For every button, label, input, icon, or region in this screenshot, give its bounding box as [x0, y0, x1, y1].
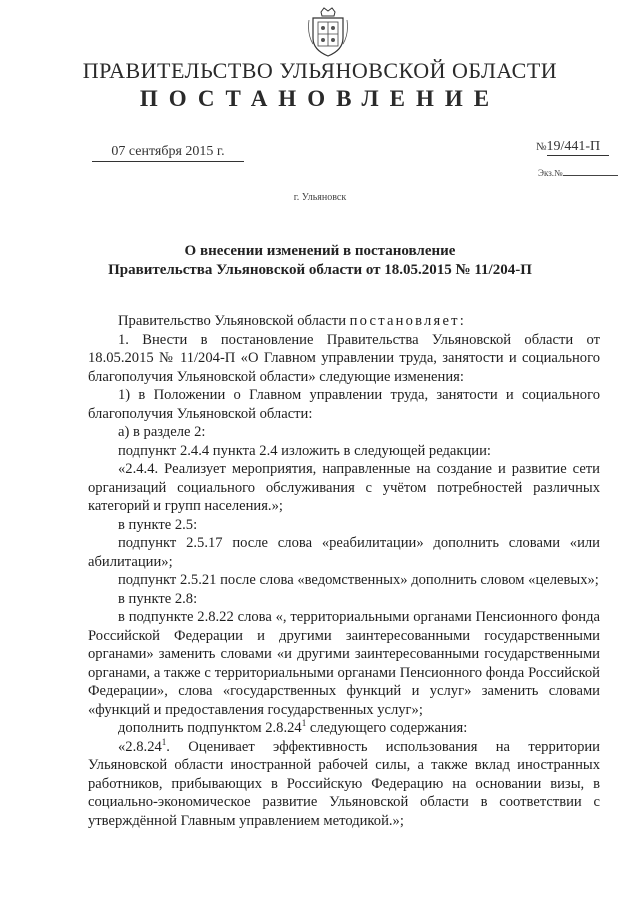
preamble-text: Правительство Ульяновской области: [118, 313, 350, 329]
paragraph: [88, 738, 600, 831]
title-line-2: Правительства Ульяновской области от 18.05.2015 № 11/204-П: [108, 262, 532, 278]
copy-number-label: Экз.№: [538, 168, 563, 178]
document-body: [88, 312, 600, 830]
document-number: [536, 139, 609, 156]
superscript: 1: [301, 718, 307, 729]
paragraph: 1. Внести в постановление Правительства Ульяновской области от 18.05.2015 № 11/204-П «О Главном управлении труда, занятости и социального благополучия Ульяновской области» следующие изменения:: [88, 331, 600, 385]
paragraph: а) в разделе 2:: [118, 424, 206, 440]
paragraph: 1) в Положении о Главном управлении труда, занятости и социального благополучия Ульяновской области:: [88, 387, 600, 422]
text: дополнить подпунктом 2.8.24: [118, 720, 302, 736]
title-line-1: О внесении изменений в постановление: [184, 243, 456, 259]
paragraph: в подпункте 2.8.22 слова «, территориальными органами Пенсионного фонда Российской Федерации и другими заинтересованными государственными органами» заменить словами «и другими заинтересованными государственными органами, а также с территориальными органами Пенсионного фонда Российской Федерации», слова «государственных функций и услуг» заменить словами «функций и предоставления государственных услуг»;: [88, 609, 600, 718]
text: . Оценивает эффективность использования на территории Ульяновской области иностранной рабочей силы, а также вклад иностранных работников, прибывающих в Российскую Федерацию на основании визы, в социально-экономическое развитие Ульяновской области в соответствии с утверждённой Главным управлением методикой.»;: [88, 738, 600, 829]
paragraph-preamble: [88, 312, 600, 331]
number-sign: №: [536, 141, 547, 153]
paragraph: в пункте 2.5:: [118, 516, 198, 533]
text: «2.8.24: [118, 738, 162, 755]
organization-name: ПРАВИТЕЛЬСТВО УЛЬЯНОВСКОЙ ОБЛАСТИ: [82, 58, 558, 83]
document-date: 07 сентября 2015 г.: [92, 144, 244, 162]
number-value: 19/441-П: [547, 139, 609, 156]
paragraph: подпункт 2.5.17 после слова «реабилитации» дополнить словами «или абилитации»;: [88, 535, 600, 570]
document-type: ПОСТАНОВЛЕНИЕ: [139, 86, 501, 111]
city-name: г. Ульяновск: [293, 192, 347, 203]
preamble-verb: постановляет:: [349, 313, 466, 329]
copy-number-line: [563, 175, 618, 176]
paragraph: [88, 719, 600, 738]
copy-number: [538, 168, 618, 178]
paragraph: в пункте 2.8:: [118, 590, 198, 607]
superscript: 1: [161, 736, 167, 747]
paragraph: подпункт 2.5.21 после слова «ведомственных» дополнить словом «целевых»;: [118, 572, 599, 588]
paragraph: подпункт 2.4.4 пункта 2.4 изложить в следующей редакции:: [118, 442, 491, 459]
paragraph: «2.4.4. Реализует мероприятия, направленные на создание и развитие сети организаций социального обслуживания с учётом потребностей различных категорий и групп населения.»;: [88, 461, 600, 514]
document-title: [60, 242, 580, 280]
coat-of-arms-icon: [307, 6, 349, 58]
text: следующего содержания:: [306, 720, 468, 736]
